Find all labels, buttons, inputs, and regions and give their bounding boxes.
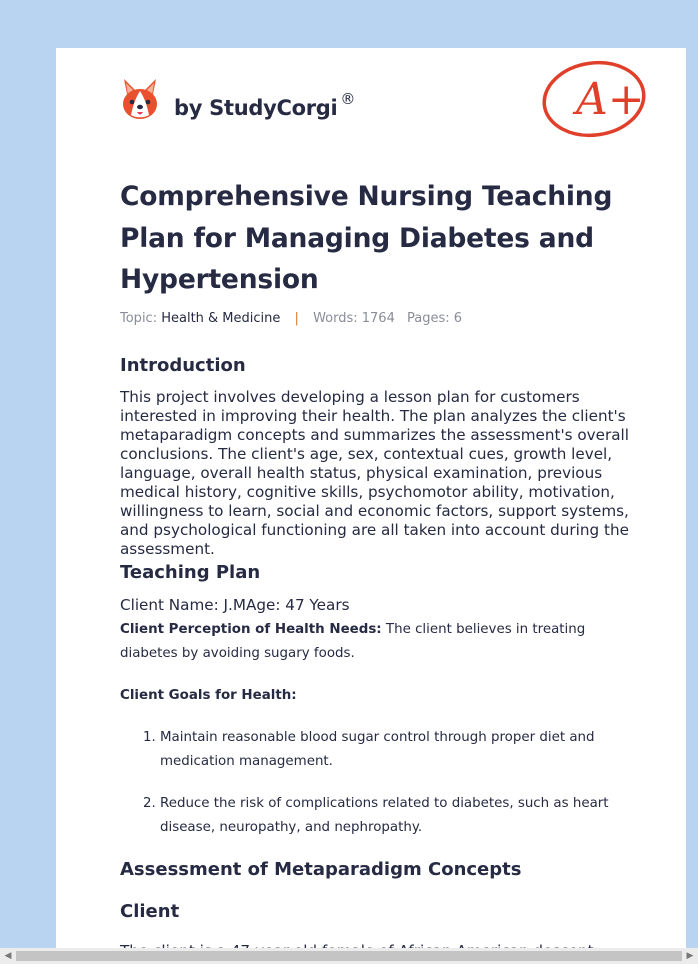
scroll-left-icon[interactable]: ◀ xyxy=(4,951,12,961)
grade-a-plus-stamp xyxy=(538,58,650,140)
perception-text: The client believes in treating diabetes by avoiding sugary foods. xyxy=(120,622,586,661)
introduction-paragraph: This project involves developing a lesson plan for customers interested in improving their health. The plan analyzes the client's metaparadigm concepts and summarizes the assessment's overall conclusions. The client's age, sex, contextual cues, growth level, language, overall health status, physical examination, previous medical history, cognitive skills, psychomotor ability, motivation, willingness to learn, social and economic factors, support systems, and psychological functioning are all taken into account during the assessment. xyxy=(120,388,629,558)
perception-label: Client Perception of Health Needs: xyxy=(120,622,382,637)
client-goals-list xyxy=(120,726,630,840)
page-count: Pages: 6 xyxy=(407,311,463,326)
topic-link[interactable]: Health & Medicine xyxy=(161,311,281,326)
teaching-plan-heading: Teaching Plan xyxy=(120,562,261,583)
document-meta xyxy=(120,311,462,326)
client-heading: Client xyxy=(120,901,180,922)
document-body xyxy=(120,354,630,961)
client-goals-label: Client Goals for Health: xyxy=(120,688,297,703)
brand-name: by StudyCorgi ® xyxy=(174,89,356,120)
topic-label: Topic: xyxy=(120,311,158,326)
corgi-logo-icon xyxy=(120,77,160,121)
meta-separator: | xyxy=(294,311,299,326)
assessment-heading: Assessment of Metaparadigm Concepts xyxy=(120,859,522,880)
document-page xyxy=(56,48,686,964)
grade-text: A+ xyxy=(576,74,645,125)
list-item: 1. Maintain reasonable blood sugar control through proper diet and medication management. xyxy=(160,726,630,774)
scroll-right-icon[interactable]: ▶ xyxy=(686,951,694,961)
brand-logo[interactable] xyxy=(120,76,355,122)
horizontal-scrollbar[interactable] xyxy=(0,948,698,964)
client-name: Client Name: J.MAge: 47 Years xyxy=(120,596,350,614)
client-perception xyxy=(120,618,630,666)
list-item: 2. Reduce the risk of complications related to diabetes, such as heart disease, neuropathy, and nephropathy. xyxy=(160,792,630,840)
introduction-heading: Introduction xyxy=(120,355,246,376)
page-title: Comprehensive Nursing Teaching Plan for Managing Diabetes and Hypertension xyxy=(120,181,613,295)
word-count: Words: 1764 xyxy=(313,311,395,326)
scrollbar-thumb[interactable] xyxy=(16,951,682,961)
